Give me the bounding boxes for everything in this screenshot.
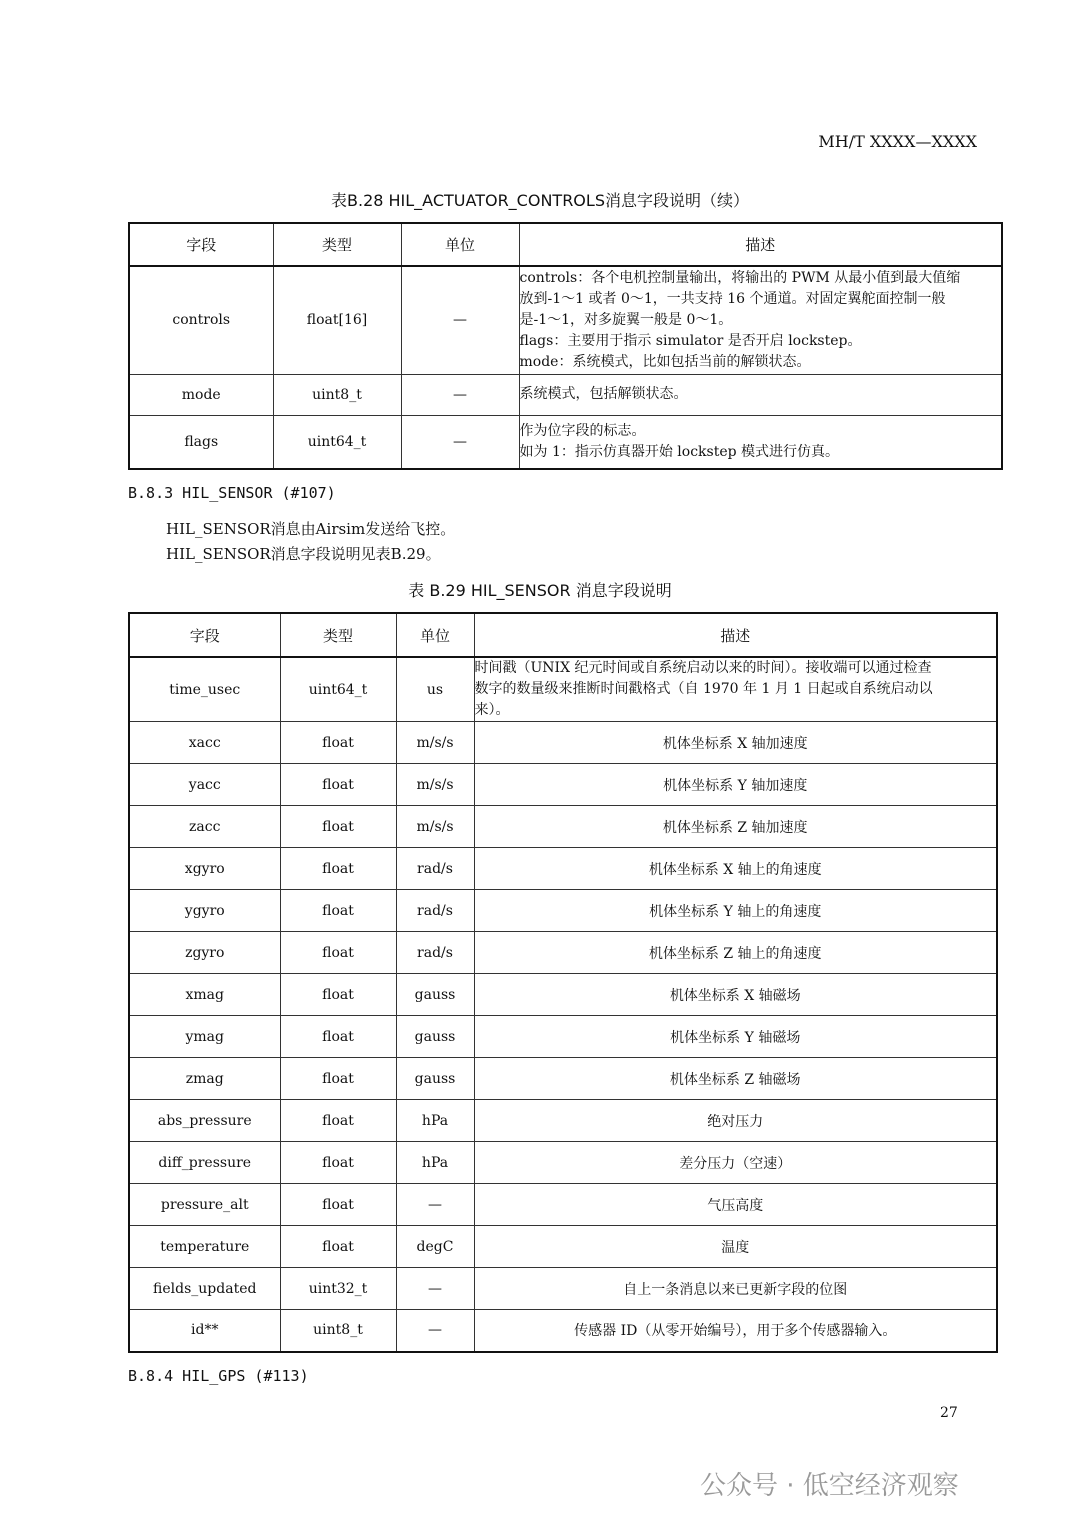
table-b28-caption: 表B.28 HIL_ACTUATOR_CONTROLS消息字段说明（续） <box>331 191 749 210</box>
table-row <box>129 764 997 806</box>
cell-type: uint8_t <box>280 1310 396 1352</box>
cell-unit: m/s/s <box>396 806 474 848</box>
desc-line: controls：各个电机控制量输出，将输出的 PWM 从最小值到最大值缩 <box>519 269 961 286</box>
desc-line: 是-1～1，对多旋翼一般是 0～1。 <box>519 311 733 328</box>
desc-line: 数字的数量级来推断时间戳格式（自 1970 年 1 月 1 日起或自系统启动以 <box>474 681 933 697</box>
cell-unit: m/s/s <box>396 764 474 806</box>
cell-field: diff_pressure <box>129 1142 280 1184</box>
cell-field: flags <box>129 415 273 469</box>
table-row <box>129 722 997 764</box>
desc-line: 气压高度 <box>707 1197 764 1214</box>
column-header: 字段 <box>129 223 273 266</box>
cell-desc <box>474 657 997 722</box>
cell-field: id** <box>129 1310 280 1352</box>
cell-desc <box>474 764 997 806</box>
cell-unit: hPa <box>396 1100 474 1142</box>
watermark: 公众号 · 低空经济观察 <box>700 1471 959 1501</box>
table-row <box>129 374 1002 415</box>
cell-type: float <box>280 932 396 974</box>
cell-unit: gauss <box>396 974 474 1016</box>
document-id: MH/T XXXX—XXXX <box>818 132 977 151</box>
cell-unit: — <box>401 415 519 469</box>
desc-line: 机体坐标系 Y 轴磁场 <box>670 1029 801 1046</box>
table-row <box>129 657 997 722</box>
cell-unit: gauss <box>396 1058 474 1100</box>
cell-type: float <box>280 1226 396 1268</box>
cell-desc <box>474 932 997 974</box>
cell-desc <box>474 890 997 932</box>
cell-type: float <box>280 890 396 932</box>
table-row <box>129 1310 997 1352</box>
table-row <box>129 1100 997 1142</box>
column-header: 单位 <box>396 613 474 657</box>
cell-unit: rad/s <box>396 890 474 932</box>
cell-desc <box>474 722 997 764</box>
cell-unit: m/s/s <box>396 722 474 764</box>
cell-field: xmag <box>129 974 280 1016</box>
desc-line: 机体坐标系 Z 轴上的角速度 <box>648 945 822 962</box>
table-row <box>129 848 997 890</box>
cell-field: ymag <box>129 1016 280 1058</box>
cell-field: zacc <box>129 806 280 848</box>
cell-desc <box>519 266 1002 374</box>
cell-desc <box>474 806 997 848</box>
page-number: 27 <box>940 1405 958 1421</box>
column-header: 类型 <box>280 613 396 657</box>
table-row <box>129 1268 997 1310</box>
desc-line: 放到-1～1 或者 0～1，一共支持 16 个通道。对固定翼舵面控制一般 <box>519 290 946 307</box>
cell-type: float <box>280 848 396 890</box>
cell-field: pressure_alt <box>129 1184 280 1226</box>
desc-line: 机体坐标系 Z 轴磁场 <box>669 1071 801 1088</box>
table-row <box>129 1184 997 1226</box>
section-heading-b84: B.8.4 HIL_GPS (#113) <box>128 1367 309 1385</box>
cell-type: uint64_t <box>273 415 401 469</box>
desc-line: 自上一条消息以来已更新字段的位图 <box>623 1281 848 1298</box>
cell-unit: — <box>401 266 519 374</box>
desc-line: 时间戳（UNIX 纪元时间或自系统启动以来的时间）。接收端可以通过检查 <box>474 660 932 676</box>
cell-unit: degC <box>396 1226 474 1268</box>
cell-type: uint8_t <box>273 374 401 415</box>
cell-desc <box>474 848 997 890</box>
cell-type: float <box>280 1058 396 1100</box>
table-b29 <box>128 612 998 1353</box>
cell-desc <box>474 1310 997 1352</box>
table-header-row <box>129 223 1002 266</box>
cell-unit: — <box>396 1268 474 1310</box>
cell-field: controls <box>129 266 273 374</box>
cell-desc <box>474 1268 997 1310</box>
cell-type: uint64_t <box>280 657 396 722</box>
desc-line: 来）。 <box>474 702 510 718</box>
cell-desc <box>519 374 1002 415</box>
table-row <box>129 415 1002 469</box>
desc-line: 机体坐标系 Y 轴加速度 <box>663 777 808 794</box>
cell-desc <box>474 1100 997 1142</box>
table-row <box>129 932 997 974</box>
cell-desc <box>474 1226 997 1268</box>
cell-desc <box>474 1016 997 1058</box>
cell-field: abs_pressure <box>129 1100 280 1142</box>
cell-type: float <box>280 1016 396 1058</box>
cell-field: time_usec <box>129 657 280 722</box>
paragraph: HIL_SENSOR消息由Airsim发送给飞控。 <box>166 520 456 538</box>
desc-line: 传感器 ID（从零开始编号），用于多个传感器输入。 <box>574 1323 897 1340</box>
column-header: 描述 <box>474 613 997 657</box>
paragraph: HIL_SENSOR消息字段说明见表B.29。 <box>166 545 441 563</box>
cell-unit: hPa <box>396 1142 474 1184</box>
table-row <box>129 1142 997 1184</box>
column-header: 类型 <box>273 223 401 266</box>
cell-unit: rad/s <box>396 848 474 890</box>
cell-field: fields_updated <box>129 1268 280 1310</box>
cell-field: zmag <box>129 1058 280 1100</box>
cell-field: mode <box>129 374 273 415</box>
cell-field: ygyro <box>129 890 280 932</box>
table-row <box>129 974 997 1016</box>
cell-unit: — <box>401 374 519 415</box>
table-b28 <box>128 222 1003 470</box>
table-row <box>129 266 1002 374</box>
desc-line: 机体坐标系 X 轴上的角速度 <box>648 861 822 878</box>
cell-unit: us <box>396 657 474 722</box>
cell-unit: — <box>396 1310 474 1352</box>
cell-unit: rad/s <box>396 932 474 974</box>
cell-desc <box>474 1142 997 1184</box>
column-header: 单位 <box>401 223 519 266</box>
cell-unit: — <box>396 1184 474 1226</box>
cell-desc <box>474 1058 997 1100</box>
desc-line: 如为 1：指示仿真器开始 lockstep 模式进行仿真。 <box>519 443 840 460</box>
desc-line: mode：系统模式，比如包括当前的解锁状态。 <box>519 353 811 370</box>
desc-line: 系统模式，包括解锁状态。 <box>519 386 688 402</box>
desc-line: 差分压力（空速） <box>679 1155 792 1172</box>
cell-type: float <box>280 974 396 1016</box>
column-header: 字段 <box>129 613 280 657</box>
cell-type: uint32_t <box>280 1268 396 1310</box>
cell-field: temperature <box>129 1226 280 1268</box>
table-row <box>129 1016 997 1058</box>
cell-type: float <box>280 722 396 764</box>
desc-line: flags：主要用于指示 simulator 是否开启 lockstep。 <box>519 332 862 349</box>
desc-line: 机体坐标系 X 轴磁场 <box>669 987 801 1004</box>
table-b29-caption: 表 B.29 HIL_SENSOR 消息字段说明 <box>408 581 672 600</box>
section-heading-b83: B.8.3 HIL_SENSOR (#107) <box>128 484 336 502</box>
cell-field: xgyro <box>129 848 280 890</box>
desc-line: 温度 <box>721 1239 750 1256</box>
table-row <box>129 890 997 932</box>
desc-line: 机体坐标系 Y 轴上的角速度 <box>649 903 822 920</box>
table-row <box>129 1226 997 1268</box>
desc-line: 机体坐标系 Z 轴加速度 <box>662 819 808 836</box>
cell-type: float <box>280 1100 396 1142</box>
desc-line: 绝对压力 <box>707 1113 764 1130</box>
cell-type: float <box>280 1184 396 1226</box>
table-header-row <box>129 613 997 657</box>
cell-desc <box>474 1184 997 1226</box>
desc-line: 机体坐标系 X 轴加速度 <box>662 735 808 752</box>
cell-field: zgyro <box>129 932 280 974</box>
table-row <box>129 1058 997 1100</box>
cell-type: float <box>280 764 396 806</box>
column-header: 描述 <box>519 223 1002 266</box>
cell-type: float[16] <box>273 266 401 374</box>
cell-type: float <box>280 1142 396 1184</box>
cell-desc <box>519 415 1002 469</box>
cell-desc <box>474 974 997 1016</box>
desc-line: 作为位字段的标志。 <box>519 422 646 439</box>
table-row <box>129 806 997 848</box>
cell-type: float <box>280 806 396 848</box>
cell-field: xacc <box>129 722 280 764</box>
cell-unit: gauss <box>396 1016 474 1058</box>
cell-field: yacc <box>129 764 280 806</box>
